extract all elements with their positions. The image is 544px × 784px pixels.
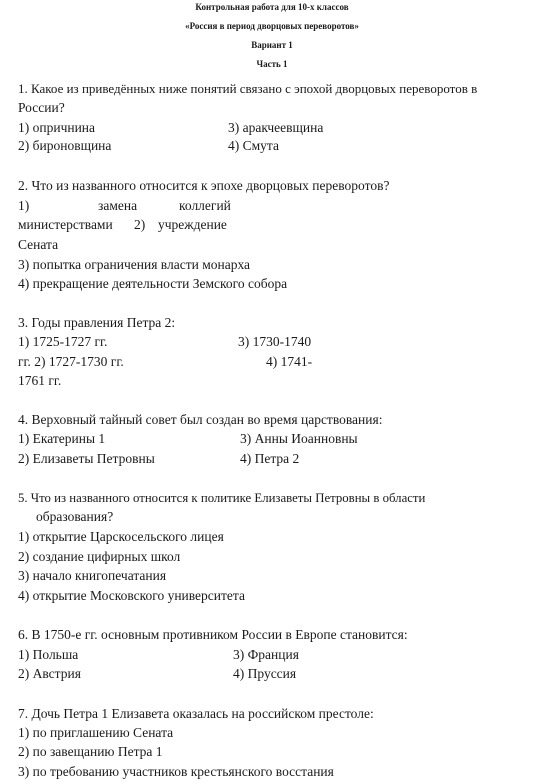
question-5-option-4: 4) открытие Московского университета: [18, 588, 245, 603]
question-6-option-2: 2) Австрия: [18, 666, 81, 681]
question-3-option-2: гг. 2) 1727-1730 гг.: [18, 354, 124, 369]
question-2-option-2-word-2: Сената: [18, 237, 59, 252]
question-3-option-4: 4) 1741-: [266, 354, 313, 369]
question-1-option-2: 2) бироновщина: [18, 138, 112, 153]
document-topic: «Россия в период дворцовых переворотов»: [185, 21, 359, 31]
question-2-option-1-word-2: коллегий: [179, 198, 231, 213]
question-4-option-2: 2) Елизаветы Петровны: [18, 451, 155, 466]
question-2-option-1-word-1: замена: [98, 198, 138, 213]
question-2-text: 2. Что из названного относится к эпохе дворцовых переворотов?: [18, 178, 390, 193]
question-2-option-2-word-1: учреждение: [158, 217, 227, 232]
question-5-text-cont: образования?: [36, 509, 114, 524]
question-6-option-1: 1) Польша: [18, 647, 79, 662]
question-6-option-4: 4) Пруссия: [233, 666, 297, 681]
question-1-text: 1. Какое из приведённых ниже понятий связано с эпохой дворцовых переворотов в: [18, 81, 478, 96]
question-2-option-4: 4) прекращение деятельности Земского собора: [18, 276, 288, 291]
question-5-option-1: 1) открытие Царскосельского лицея: [18, 529, 224, 544]
question-7-option-3: 3) по требованию участников крестьянского восстания: [18, 764, 334, 779]
question-6-option-3: 3) Франция: [233, 647, 299, 662]
question-5-option-2: 2) создание цифирных школ: [18, 549, 181, 564]
question-1-text-cont: России?: [18, 100, 65, 115]
question-3-text: 3. Годы правления Петра 2:: [18, 315, 176, 330]
question-5-text: 5. Что из названного относится к политике Елизаветы Петровны в области: [18, 491, 426, 505]
question-4-option-1: 1) Екатерины 1: [18, 431, 106, 446]
question-2-option-1-number: 1): [18, 198, 30, 213]
part-heading: Часть 1: [256, 59, 288, 69]
question-3-option-4-cont: 1761 гг.: [18, 373, 62, 388]
question-3-option-3: 3) 1730-1740: [238, 334, 312, 349]
question-4-option-3: 3) Анны Иоанновны: [240, 431, 358, 446]
question-2-option-2-number: 2): [134, 217, 146, 232]
question-1-option-1: 1) опричнина: [18, 120, 96, 135]
question-4-text: 4. Верховный тайный совет был создан во время царствования:: [18, 412, 383, 427]
question-6-text: 6. В 1750-е гг. основным противником России в Европе становится:: [18, 627, 408, 642]
document-title: Контрольная работа для 10-х классов: [195, 2, 349, 12]
question-7-option-2: 2) по завещанию Петра 1: [18, 744, 163, 759]
question-1-option-3: 3) аракчеевщина: [228, 120, 324, 135]
question-2-option-1-word-3: министерствами: [18, 217, 113, 232]
question-1-option-4: 4) Смута: [228, 138, 279, 153]
question-7-text: 7. Дочь Петра 1 Елизавета оказалась на российском престоле:: [18, 706, 374, 721]
question-5-option-3: 3) начало книгопечатания: [18, 568, 167, 583]
question-2-option-3: 3) попытка ограничения власти монарха: [18, 257, 251, 272]
question-4-option-4: 4) Петра 2: [240, 451, 300, 466]
variant-heading: Вариант 1: [251, 40, 293, 50]
question-3-option-1: 1) 1725-1727 гг.: [18, 334, 108, 349]
question-7-option-1: 1) по приглашению Сената: [18, 725, 174, 740]
